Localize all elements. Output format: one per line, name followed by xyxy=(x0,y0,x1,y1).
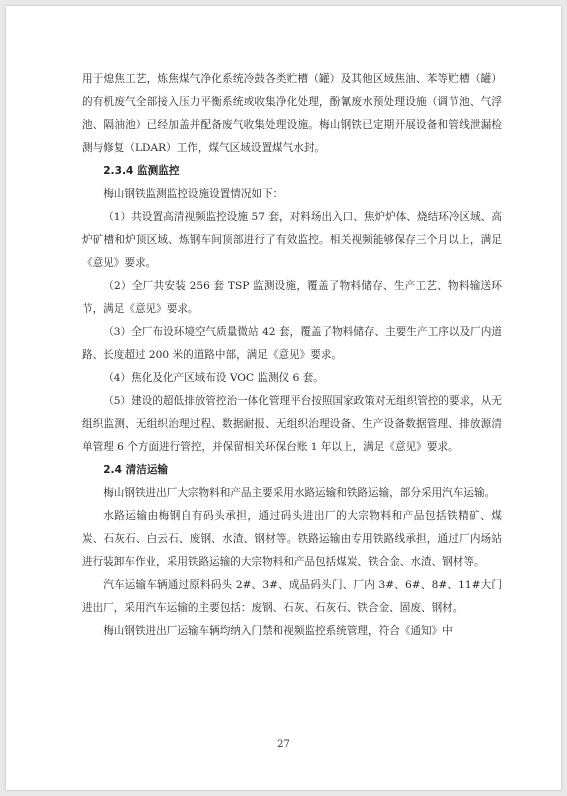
section-heading-2-4: 2.4 清洁运输 xyxy=(103,464,169,476)
section-2-3-4-intro: 梅山钢铁监测监控设施设置情况如下： xyxy=(103,188,284,200)
monitoring-item-1: （1）共设置高清视频监控设施 57 套，对料场出入口、焦炉炉体、烧结环冷区域、高炉矿槽和炉顶区域、炼钢车间顶部进行了有效监控。相关视频能够保存三个月以上，满足《意见》要求。 xyxy=(82,211,502,269)
monitoring-item-5: （5）建设的超低排放管控治一体化管理平台按照国家政策对无组织管控的要求，从无组织监测、无组织治理过程、数据耐报、无组织治理设备、生产设备数据管理、排放源清单管理 6 个方面进行管控，并保留相关环保台账 1 年以上，满足《意见》要求。 xyxy=(82,395,502,453)
page-body xyxy=(82,68,502,643)
page-number: 27 xyxy=(277,739,290,750)
monitoring-item-3: （3）全厂布设环境空气质量微站 42 套，覆盖了物料储存、主要生产工序以及厂内道路、长度超过 200 米的道路中部，满足《意见》要求。 xyxy=(82,326,502,361)
transport-paragraph-4: 梅山钢铁进出厂运输车辆均纳入门禁和视频监控系统管理，符合《通知》中 xyxy=(103,625,453,637)
transport-paragraph-2: 水路运输由梅钢自有码头承担，通过码头进出厂的大宗物料和产品包括铁精矿、煤炭、石灰石、白云石、废钢、水渣、钢材等。铁路运输由专用铁路线承担，通过厂内场站进行装卸车作业，采用铁路运输的大宗物料和产品包括煤炭、铁合金、水渣、钢材等。 xyxy=(82,510,502,568)
document-page xyxy=(6,6,561,790)
transport-paragraph-3: 汽车运输车辆通过原料码头 2#、3#、成品码头门、厂内 3#、6#、8#、11#大门进出厂，采用汽车运输的主要包括：废钢、石灰、石灰石、铁合金、固废、钢材。 xyxy=(82,579,502,614)
section-heading-2-3-4: 2.3.4 监测监控 xyxy=(103,165,180,177)
monitoring-item-2: （2）全厂共安装 256 套 TSP 监测设施，覆盖了物料储存、生产工艺、物料输送环节，满足《意见》要求。 xyxy=(82,280,502,315)
monitoring-item-4: （4）焦化及化产区域布设 VOC 监测仪 6 套。 xyxy=(103,372,324,384)
paragraph-top-continuation: 用于熄焦工艺，炼焦煤气净化系统冷鼓各类贮槽（罐）及其他区域焦油、苯等贮槽（罐）的有机废气全部接入压力平衡系统或收集净化处理，酚氰废水预处理设施（调节池、气浮池、隔油池）已经加盖并配备废气收集处理设施。梅山钢铁已定期开展设备和管线泄漏检测与修复（LDAR）工作，煤气区域设置煤气水封。 xyxy=(82,73,502,154)
transport-paragraph-1: 梅山钢铁进出厂大宗物料和产品主要采用水路运输和铁路运输，部分采用汽车运输。 xyxy=(103,487,496,499)
